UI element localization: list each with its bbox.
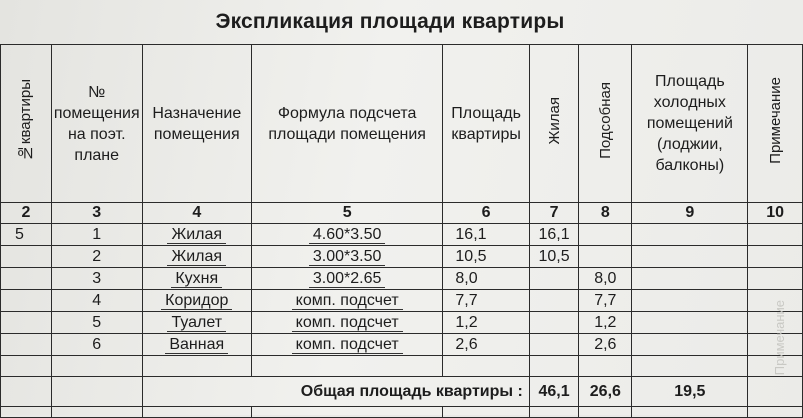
cold-area xyxy=(632,312,748,334)
room-number: 4 xyxy=(51,290,142,312)
header-note: Примечание xyxy=(748,45,803,203)
note-cell xyxy=(748,224,803,246)
room-purpose: Жилая xyxy=(142,246,251,268)
header-purpose: Назначение помещения xyxy=(142,45,251,203)
living-area xyxy=(529,312,578,334)
living-area: 10,5 xyxy=(529,246,578,268)
cold-area xyxy=(632,268,748,290)
cold-area xyxy=(632,224,748,246)
header-auxiliary: Подсобная xyxy=(579,45,632,203)
cold-area xyxy=(632,290,748,312)
apartment-number: 5 xyxy=(1,224,52,246)
column-number: 4 xyxy=(142,203,251,224)
header-row xyxy=(1,45,803,203)
header-apartment-area: Площадь квартиры xyxy=(443,45,529,203)
total-row xyxy=(1,377,803,407)
apartment-number xyxy=(1,334,52,356)
area-formula: 3.00*2.65 xyxy=(251,268,443,290)
apartment-number xyxy=(1,290,52,312)
document-title: Экспликация площади квартиры xyxy=(215,10,565,33)
room-purpose: Жилая xyxy=(142,224,251,246)
area-formula: 3.00*3.50 xyxy=(251,246,443,268)
area-formula: комп. подсчет xyxy=(251,290,443,312)
room-purpose: Ванная xyxy=(142,334,251,356)
room-number: 5 xyxy=(51,312,142,334)
auxiliary-area: 1,2 xyxy=(579,312,632,334)
table-row xyxy=(1,334,803,356)
cold-area xyxy=(632,334,748,356)
header-formula: Формула подсчета площади помещения xyxy=(251,45,443,203)
room-number: 1 xyxy=(51,224,142,246)
apartment-number xyxy=(1,246,52,268)
living-area: 16,1 xyxy=(529,224,578,246)
area-formula: комп. подсчет xyxy=(251,334,443,356)
table-row xyxy=(1,268,803,290)
table-row xyxy=(1,224,803,246)
auxiliary-area xyxy=(579,224,632,246)
auxiliary-area: 8,0 xyxy=(579,268,632,290)
room-number: 6 xyxy=(51,334,142,356)
apartment-area: 16,1 xyxy=(443,224,529,246)
column-number: 2 xyxy=(1,203,52,224)
living-area xyxy=(529,268,578,290)
column-number: 9 xyxy=(632,203,748,224)
living-area xyxy=(529,290,578,312)
table-row xyxy=(1,312,803,334)
tail-row xyxy=(1,407,803,418)
auxiliary-area xyxy=(579,246,632,268)
column-number: 5 xyxy=(251,203,443,224)
apartment-number xyxy=(1,268,52,290)
table-row xyxy=(1,246,803,268)
cold-area xyxy=(632,246,748,268)
column-number: 3 xyxy=(51,203,142,224)
room-purpose: Туалет xyxy=(142,312,251,334)
auxiliary-area: 2,6 xyxy=(579,334,632,356)
apartment-area: 1,2 xyxy=(443,312,529,334)
apartment-number xyxy=(1,312,52,334)
apartment-area: 8,0 xyxy=(443,268,529,290)
explication-table xyxy=(0,44,803,418)
apartment-area: 7,7 xyxy=(443,290,529,312)
header-cold-rooms: Площадь холодных помещений (лоджии, балконы) xyxy=(632,45,748,203)
note-cell xyxy=(748,246,803,268)
column-number: 6 xyxy=(443,203,529,224)
total-auxiliary: 19,5 xyxy=(632,377,748,407)
room-purpose: Коридор xyxy=(142,290,251,312)
total-area: 46,1 xyxy=(529,377,578,407)
auxiliary-area: 7,7 xyxy=(579,290,632,312)
blank-row xyxy=(1,356,803,377)
faint-note-text: Примечание xyxy=(772,300,787,376)
header-room-no: № помещения на поэт. плане xyxy=(51,45,142,203)
column-number: 8 xyxy=(579,203,632,224)
total-living: 26,6 xyxy=(579,377,632,407)
apartment-area: 10,5 xyxy=(443,246,529,268)
room-purpose: Кухня xyxy=(142,268,251,290)
table-row xyxy=(1,290,803,312)
room-number: 3 xyxy=(51,268,142,290)
header-apartment-no: №квартиры xyxy=(1,45,52,203)
header-living: Жилая xyxy=(529,45,578,203)
area-formula: 4.60*3.50 xyxy=(251,224,443,246)
room-number: 2 xyxy=(51,246,142,268)
column-number: 10 xyxy=(748,203,803,224)
total-label: Общая площадь квартиры : xyxy=(142,377,529,407)
living-area xyxy=(529,334,578,356)
column-number-row xyxy=(1,203,803,224)
note-cell xyxy=(748,268,803,290)
area-formula: комп. подсчет xyxy=(251,312,443,334)
apartment-area: 2,6 xyxy=(443,334,529,356)
column-number: 7 xyxy=(529,203,578,224)
